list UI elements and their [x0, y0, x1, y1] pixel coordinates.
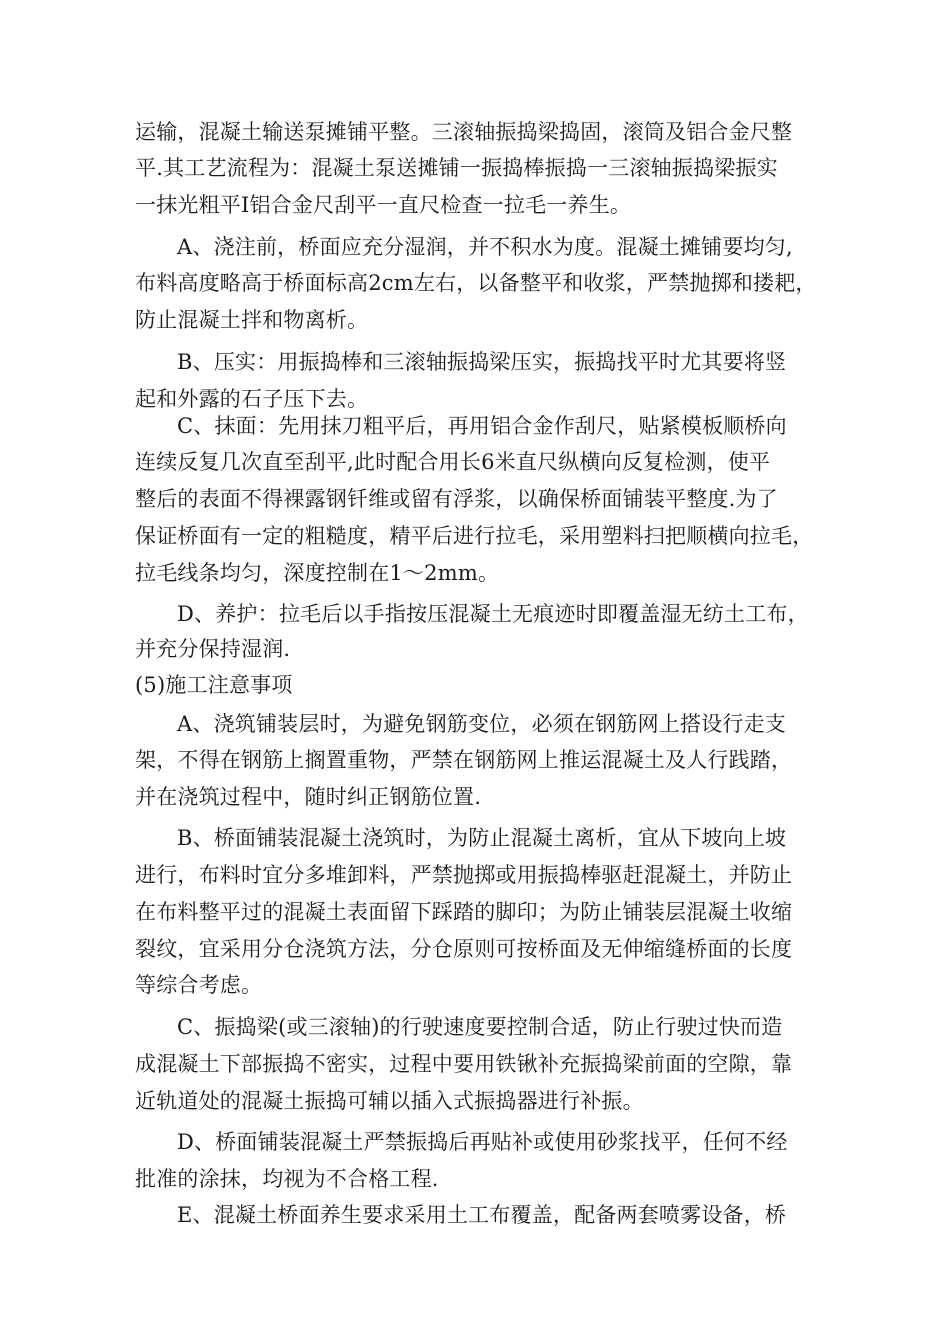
text-line: E、混凝土桥面养生要求采用土工布覆盖，配备两套喷雾设备，桥	[177, 1203, 787, 1227]
text-line: B、桥面铺装混凝土浇筑时，为防止混凝土离析，宜从下坡向上坡	[177, 826, 787, 850]
section-heading: (5)施工注意事项	[135, 673, 293, 697]
text-line: 进行，布料时宜分多堆卸料，严禁抛掷或用振捣棒驱赶混凝土，并防止	[135, 863, 793, 887]
text-line: 起和外露的石子压下去。	[135, 387, 369, 411]
text-line: 并在浇筑过程中，随时纠正钢筋位置.	[135, 785, 482, 809]
text-line: D、养护：拉毛后以手指按压混凝土无痕迹时即覆盖湿无纺土工布，	[177, 602, 809, 626]
text-line: 平.其工艺流程为：混凝土泵送摊铺一振捣棒振捣一三滚轴振捣梁振实	[135, 156, 778, 180]
text-line: 防止混凝土拌和物离析。	[135, 308, 369, 332]
text-line: 运输，混凝土输送泵摊铺平整。三滚轴振捣梁捣固，滚筒及铝合金尺整	[135, 120, 793, 144]
text-line: A、浇筑铺装层时，为避免钢筋变位，必须在钢筋网上搭设行走支	[177, 712, 786, 736]
text-line: 近轨道处的混凝土振捣可辅以插入式振捣器进行补振。	[135, 1089, 644, 1113]
text-line: 批准的涂抹，均视为不合格工程.	[135, 1167, 439, 1191]
text-line: 裂纹，宜采用分仓浇筑方法，分仓原则可按桥面及无伸缩缝桥面的长度	[135, 937, 793, 961]
text-line: 拉毛线条均匀，深度控制在1〜2mm。	[135, 561, 500, 585]
text-line: 一抹光粗平Ⅰ铝合金尺刮平一直尺检查一拉毛一养生。	[135, 193, 632, 217]
text-line: 等综合考虑。	[135, 973, 263, 997]
text-line: 成混凝土下部振捣不密实，过程中要用铁锹补充振捣梁前面的空隙，靠	[135, 1052, 793, 1076]
text-line: C、抹面：先用抹刀粗平后，再用铝合金作刮尺，贴紧模板顺桥向	[177, 414, 787, 438]
text-line: 布料高度略高于桥面标高2cm左右，以备整平和收浆，严禁抛掷和搂耙，	[135, 271, 817, 295]
text-line: A、浇注前，桥面应充分湿润，并不积水为度。混凝土摊铺要均匀,	[177, 235, 793, 259]
text-line: D、桥面铺装混凝土严禁振捣后再贴补或使用砂浆找平，任何不经	[177, 1130, 788, 1154]
text-line: 连续反复几次直至刮平,此时配合用长6米直尺纵横向反复检测，使平	[135, 450, 771, 474]
text-line: B、压实：用振捣棒和三滚轴振捣梁压实，振捣找平时尤其要将竖	[177, 350, 787, 374]
text-line: 架，不得在钢筋上搁置重物，严禁在钢筋网上推运混凝土及人行践踏，	[135, 748, 793, 772]
text-line: 并充分保持湿润.	[135, 637, 291, 661]
text-line: 在布料整平过的混凝土表面留下踩踏的脚印；为防止铺装层混凝土收缩	[135, 900, 793, 924]
text-line: 保证桥面有一定的粗糙度，精平后进行拉毛，采用塑料扫把顺横向拉毛，	[135, 524, 814, 548]
text-line: 整后的表面不得裸露钢钎维或留有浮浆，以确保桥面铺装平整度.为了	[135, 487, 778, 511]
text-line: C、振捣梁(或三滚轴)的行驶速度要控制合适，防止行驶过快而造	[177, 1015, 783, 1039]
